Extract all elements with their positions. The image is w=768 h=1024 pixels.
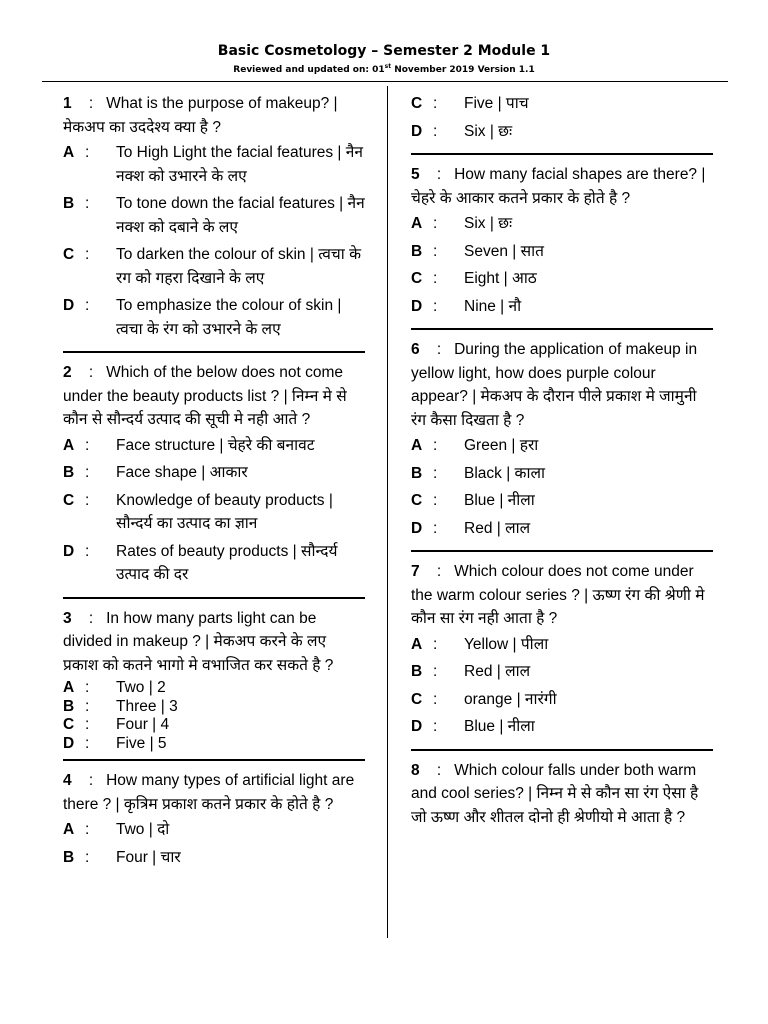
option <box>411 120 713 144</box>
option-letter: C <box>411 95 423 112</box>
option <box>63 434 365 458</box>
separator: : <box>433 95 438 112</box>
option <box>411 517 713 541</box>
option <box>63 141 365 188</box>
option <box>411 462 713 486</box>
question-text <box>63 361 365 432</box>
separator: : <box>433 297 438 315</box>
separator: : <box>88 772 94 789</box>
question-6 <box>411 338 713 552</box>
option <box>411 715 713 739</box>
option-text: Blue | नीला <box>464 492 535 509</box>
option-letter: A <box>63 436 75 454</box>
option <box>63 679 365 698</box>
option <box>411 267 713 291</box>
option-text: Red | लाल <box>464 663 531 680</box>
option-text: Eight | आठ <box>464 270 537 287</box>
separator: : <box>433 492 438 509</box>
separator: : <box>436 166 442 183</box>
question-2 <box>63 361 365 599</box>
option-letter: D <box>63 734 75 752</box>
separator: : <box>85 297 90 314</box>
option-letter: A <box>63 821 75 838</box>
right-column <box>411 92 713 845</box>
option <box>63 540 365 587</box>
option-letter: B <box>63 848 75 866</box>
option <box>411 240 713 264</box>
separator: : <box>85 734 90 752</box>
option-letter: C <box>63 491 75 509</box>
option-text: To emphasize the colour of skin | त्वचा के रंग को उभारने के लए <box>116 297 342 338</box>
question-number: 4 <box>63 772 72 789</box>
document-subtitle <box>0 60 768 77</box>
option-letter: C <box>63 716 75 733</box>
separator: : <box>85 246 90 263</box>
separator: : <box>433 270 438 287</box>
subtitle-prefix: Reviewed and updated on: 01 <box>233 65 385 75</box>
option-letter: C <box>411 270 423 287</box>
separator: : <box>85 464 90 481</box>
option-letter: C <box>411 492 423 509</box>
option-text: Four | 4 <box>116 716 170 733</box>
question-text <box>411 338 713 432</box>
separator: : <box>85 697 90 715</box>
option-text: Two | 2 <box>116 679 166 696</box>
separator: : <box>85 491 90 509</box>
option-letter: D <box>411 122 423 140</box>
option-text: Seven | सात <box>464 242 544 260</box>
option-text: Yellow | पीला <box>464 635 549 653</box>
separator: : <box>433 122 438 140</box>
separator: : <box>433 663 438 680</box>
question-body: Which colour falls under both warm and cool series? | निम्न मे से कौन सा रंग ऐसा है जो ऊष्ण और शीतल दोनो ही श्रेणीयो मे आता है ? <box>411 761 699 826</box>
option <box>63 698 365 717</box>
question-body: In how many parts light can be divided in makeup ? | मेकअप करने के लए प्रकाश को कतने भागो मे वभाजित कर सकते है ? <box>63 609 334 674</box>
option-text: Six | छः <box>464 122 513 140</box>
option <box>63 461 365 485</box>
question-body: How many facial shapes are there? | चेहरे के आकार कतने प्रकार के होते है ? <box>411 166 706 207</box>
option-letter: C <box>63 246 75 263</box>
option-letter: A <box>411 437 423 454</box>
option <box>63 818 365 842</box>
separator: : <box>88 609 94 627</box>
option <box>411 434 713 458</box>
question-number: 8 <box>411 761 420 779</box>
option-text: Black | काला <box>464 464 545 482</box>
separator: : <box>433 718 438 735</box>
question-text <box>63 607 365 678</box>
separator: : <box>85 436 90 454</box>
option-letter: A <box>411 635 423 653</box>
option-letter: A <box>411 215 423 232</box>
option-letter: D <box>411 297 423 315</box>
separator: : <box>85 542 90 560</box>
question-4-continued <box>411 92 713 155</box>
option-text: Two | दो <box>116 821 170 838</box>
separator: : <box>85 679 90 696</box>
option <box>411 212 713 236</box>
option-text: Five | 5 <box>116 734 167 752</box>
option <box>63 243 365 290</box>
option-text: Nine | नौ <box>464 297 522 315</box>
subtitle-superscript: st <box>384 63 392 70</box>
question-8 <box>411 759 713 838</box>
option-text: Red | लाल <box>464 519 531 537</box>
question-number: 2 <box>63 364 72 381</box>
separator: : <box>85 821 90 838</box>
question-text <box>411 759 713 830</box>
option <box>411 92 713 116</box>
option-letter: B <box>411 242 423 260</box>
question-text <box>411 163 713 210</box>
separator: : <box>433 215 438 232</box>
option-letter: D <box>411 519 423 537</box>
question-1 <box>63 92 365 353</box>
option-text: Six | छः <box>464 215 513 232</box>
option <box>411 660 713 684</box>
column-divider <box>387 86 388 938</box>
question-body: Which of the below does not come under the beauty products list ? | निम्न मे से कौन से सौन्दर्य उत्पाद की सूची मे नही आते ? <box>63 364 347 428</box>
option-letter: A <box>63 679 75 696</box>
question-4 <box>63 769 365 879</box>
separator: : <box>433 690 438 708</box>
option <box>63 846 365 870</box>
option-text: To darken the colour of skin | त्वचा के रग को गहरा दिखाने के लए <box>116 246 361 287</box>
option-text: Green | हरा <box>464 437 539 454</box>
option-letter: B <box>63 195 75 212</box>
separator: : <box>433 242 438 260</box>
option-letter: B <box>411 464 423 482</box>
separator: : <box>436 563 442 580</box>
option-letter: D <box>63 297 75 314</box>
option-text: Four | चार <box>116 848 181 866</box>
option <box>63 489 365 536</box>
option <box>411 688 713 712</box>
header-divider <box>42 81 728 82</box>
option <box>63 192 365 239</box>
option-letter: B <box>411 663 423 680</box>
option-text: Blue | नीला <box>464 718 535 735</box>
separator: : <box>436 761 442 779</box>
question-body: During the application of makeup in yellow light, how does purple colour appear? | मेकअप के दौरान पीले प्रकाश मे जामुनी रंग कैसा दिखता है ? <box>411 341 698 429</box>
question-number: 3 <box>63 609 72 627</box>
question-number: 6 <box>411 341 420 358</box>
question-text <box>411 560 713 631</box>
separator: : <box>85 144 90 161</box>
subtitle-suffix: November 2019 Version 1.1 <box>391 65 535 75</box>
document-title: Basic Cosmetology – Semester 2 Module 1 <box>217 43 551 59</box>
separator: : <box>85 716 90 733</box>
separator: : <box>85 195 90 212</box>
option-text: orange | नारंगी <box>464 690 557 708</box>
option-text: Face structure | चेहरे की बनावट <box>116 436 315 454</box>
separator: : <box>433 464 438 482</box>
separator: : <box>436 341 442 358</box>
question-7 <box>411 560 713 751</box>
option-letter: B <box>63 697 75 715</box>
option-text: To tone down the facial features | नैन नक्श को दबाने के लए <box>116 195 365 236</box>
document-header <box>0 42 768 77</box>
left-column <box>63 92 365 887</box>
option <box>411 489 713 513</box>
question-body: What is the purpose of makeup? | मेकअप का उददेश्य क्या है ? <box>63 95 338 136</box>
question-text <box>63 92 365 139</box>
question-text <box>63 769 365 816</box>
question-body: Which colour does not come under the warm colour series ? | ऊष्ण रंग की श्रेणी मे कौन सा रंग नही आता है ? <box>411 563 705 627</box>
option-letter: D <box>63 542 75 560</box>
separator: : <box>433 437 438 454</box>
question-number: 1 <box>63 95 72 112</box>
option-text: Three | 3 <box>116 697 178 715</box>
option-text: Five | पाच <box>464 95 529 112</box>
option <box>411 633 713 657</box>
separator: : <box>88 364 94 381</box>
option <box>63 735 365 754</box>
option-text: Rates of beauty products | सौन्दर्य उत्पाद की दर <box>116 542 338 583</box>
question-number: 7 <box>411 563 420 580</box>
option-text: Knowledge of beauty products | सौन्दर्य का उत्पाद का ज्ञान <box>116 491 333 532</box>
option-letter: D <box>411 718 423 735</box>
separator: : <box>85 848 90 866</box>
option <box>411 295 713 319</box>
separator: : <box>88 95 94 112</box>
separator: : <box>433 635 438 653</box>
option-letter: A <box>63 144 75 161</box>
option-letter: C <box>411 690 423 708</box>
option-text: To High Light the facial features | नैन नक्श को उभारने के लए <box>116 144 363 185</box>
option-text: Face shape | आकार <box>116 464 248 481</box>
option-letter: B <box>63 464 75 481</box>
option <box>63 716 365 735</box>
question-5 <box>411 163 713 330</box>
separator: : <box>433 519 438 537</box>
question-body: How many types of artificial light are there ? | कृत्रिम प्रकाश कतने प्रकार के होते है ? <box>63 772 355 813</box>
question-number: 5 <box>411 166 420 183</box>
question-3 <box>63 607 365 762</box>
option <box>63 294 365 341</box>
